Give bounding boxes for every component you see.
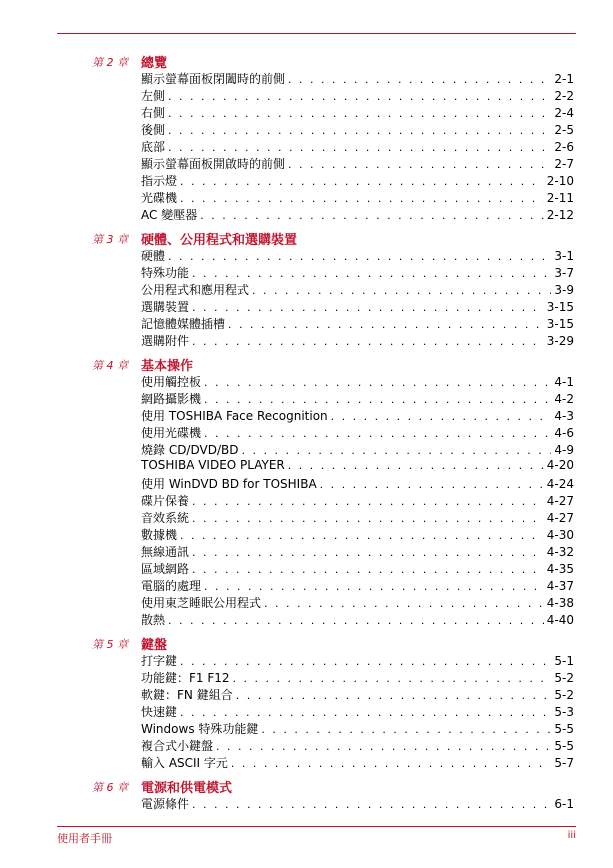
toc-entry-title: 後側 — [141, 123, 166, 137]
toc-entry[interactable] — [141, 686, 574, 703]
chapter-number: 第 5 章 — [92, 638, 128, 651]
toc-entry-page: 4-38 — [546, 596, 574, 610]
dot-leader — [192, 335, 544, 348]
toc-entry-page: 4-9 — [554, 443, 574, 457]
toc-entry[interactable] — [141, 652, 574, 669]
toc-entry[interactable] — [141, 594, 574, 611]
toc-entry-title: Windows 特殊功能鍵 — [141, 722, 259, 736]
toc-entry-page: 4-32 — [546, 545, 574, 559]
toc-entry-page: 4-27 — [546, 494, 574, 508]
chapter-section — [0, 52, 613, 223]
toc-entry-title: 打字鍵 — [141, 654, 178, 668]
chapter-title: 電源和供電模式 — [141, 781, 233, 796]
toc-entry-title: 使用光碟機 — [141, 426, 202, 440]
chapter-heading — [0, 355, 613, 373]
toc-entry[interactable] — [141, 669, 574, 686]
toc-entry-page: 3-9 — [554, 283, 574, 297]
dot-leader — [192, 512, 544, 525]
toc-entry-title: 使用 TOSHIBA Face Recognition — [141, 409, 328, 423]
chapter-section — [0, 355, 613, 628]
toc-entry-title: 燒錄 CD/DVD/BD — [141, 443, 239, 457]
chapter-section — [0, 229, 613, 349]
toc-entry-page: 4-30 — [546, 528, 574, 542]
dot-leader — [252, 284, 551, 297]
dot-leader — [192, 267, 551, 280]
toc-entry-page: 5-5 — [554, 739, 574, 753]
toc-entry-page: 5-1 — [554, 654, 574, 668]
toc-entry[interactable] — [141, 754, 574, 771]
dot-leader — [168, 107, 551, 120]
toc-entry-page: 5-7 — [554, 756, 574, 770]
header-rule — [57, 33, 576, 34]
toc-entry-title: 選購附件 — [141, 334, 190, 348]
toc-entry[interactable] — [141, 703, 574, 720]
chapter-heading — [0, 52, 613, 70]
toc-entry-title: 數據機 — [141, 528, 178, 542]
toc-entry-title: 硬體 — [141, 249, 166, 263]
toc-entry-title: 區域網路 — [141, 562, 190, 576]
toc-entry-title: 網路攝影機 — [141, 392, 202, 406]
toc-entry-title: AC 變壓器 — [141, 208, 198, 222]
toc-entry-title: 使用 WinDVD BD for TOSHIBA — [141, 477, 317, 491]
dot-leader — [228, 318, 544, 331]
toc-entry-title: 使用東芝睡眠公用程式 — [141, 596, 262, 610]
toc-entry[interactable] — [141, 247, 574, 264]
dot-leader — [231, 757, 551, 770]
toc-entry-page: 4-2 — [554, 392, 574, 406]
toc-entry-page: 3-1 — [554, 249, 574, 263]
toc-entry-page: 4-37 — [546, 579, 574, 593]
toc-entry-page: 2-10 — [546, 174, 574, 188]
dot-leader — [180, 192, 544, 205]
dot-leader — [320, 478, 544, 491]
toc-entry-page: 4-24 — [546, 477, 574, 491]
dot-leader — [261, 723, 551, 736]
chapter-section — [0, 777, 613, 812]
toc-entry-page: 4-40 — [546, 613, 574, 627]
toc-entry[interactable] — [141, 577, 574, 594]
toc-entry[interactable] — [141, 70, 574, 87]
toc-entry[interactable] — [141, 281, 574, 298]
dot-leader — [180, 706, 551, 719]
chapter-title: 硬體、公用程式和選購裝置 — [141, 233, 298, 248]
toc-entry[interactable] — [141, 492, 574, 509]
chapter-number: 第 6 章 — [92, 781, 128, 794]
toc-entry-title: 選購裝置 — [141, 300, 190, 314]
toc-entry-page: 2-2 — [554, 89, 574, 103]
dot-leader — [180, 175, 544, 188]
footer-rule — [57, 826, 576, 827]
toc-entry-title: 電源條件 — [141, 797, 190, 811]
toc-entry-title: 音效系統 — [141, 511, 190, 525]
dot-leader — [241, 444, 551, 457]
toc-entry-title: 記憶體媒體插槽 — [141, 317, 226, 331]
dot-leader — [180, 529, 544, 542]
dot-leader — [192, 301, 544, 314]
toc-entry[interactable] — [141, 298, 574, 315]
dot-leader — [204, 376, 551, 389]
toc-entry[interactable] — [141, 407, 574, 424]
footer-page-number: iii — [567, 830, 576, 841]
toc-entry[interactable] — [141, 441, 574, 458]
dot-leader — [288, 459, 544, 472]
toc-entry-title: 碟片保養 — [141, 494, 190, 508]
toc-entry-title: 輸入 ASCII 字元 — [141, 756, 228, 770]
toc-entry-page: 3-7 — [554, 266, 574, 280]
dot-leader — [168, 90, 551, 103]
chapter-section — [0, 634, 613, 771]
chapter-heading — [0, 229, 613, 247]
chapter-number: 第 2 章 — [92, 56, 128, 69]
toc-entry[interactable] — [141, 87, 574, 104]
toc-entry-title: 軟鍵：FN 鍵組合 — [141, 688, 233, 702]
toc-entry-title: 顯示螢幕面板開啟時的前側 — [141, 157, 286, 171]
chapter-number: 第 4 章 — [92, 359, 128, 372]
toc-entry[interactable] — [141, 720, 574, 737]
dot-leader — [180, 655, 551, 668]
dot-leader — [168, 250, 551, 263]
dot-leader — [264, 597, 544, 610]
dot-leader — [288, 158, 551, 171]
toc-entry-title: 光碟機 — [141, 191, 178, 205]
toc-entry-page: 2-6 — [554, 140, 574, 154]
dot-leader — [192, 563, 544, 576]
chapter-heading — [0, 777, 613, 795]
toc-entry-page: 2-1 — [554, 72, 574, 86]
toc-entry[interactable] — [141, 138, 574, 155]
toc-entry-page: 4-35 — [546, 562, 574, 576]
toc-entry-page: 2-11 — [546, 191, 574, 205]
toc-entry[interactable] — [141, 104, 574, 121]
toc-entry-page: 5-5 — [554, 722, 574, 736]
toc-entry-title: 左側 — [141, 89, 166, 103]
toc-entry[interactable] — [141, 264, 574, 281]
toc-entry[interactable] — [141, 509, 574, 526]
toc-entry-title: 底部 — [141, 140, 166, 154]
toc-entry-title: TOSHIBA VIDEO PLAYER — [141, 458, 285, 472]
toc-entry[interactable] — [141, 315, 574, 332]
dot-leader — [168, 124, 551, 137]
toc-entry[interactable] — [141, 543, 574, 560]
toc-entry-page: 4-1 — [554, 375, 574, 389]
dot-leader — [204, 580, 544, 593]
toc-entry-page: 5-2 — [554, 671, 574, 685]
toc-entry-page: 3-15 — [546, 300, 574, 314]
dot-leader — [200, 209, 544, 222]
dot-leader — [168, 614, 544, 627]
toc-entry-title: 顯示螢幕面板閉闔時的前側 — [141, 72, 286, 86]
dot-leader — [192, 546, 544, 559]
chapter-title: 總覽 — [141, 56, 168, 71]
dot-leader — [192, 495, 544, 508]
toc-entry-title: 功能鍵：F1 F12 — [141, 671, 230, 685]
toc-entry[interactable] — [141, 560, 574, 577]
toc-entry-page: 5-3 — [554, 705, 574, 719]
toc-entry[interactable] — [141, 172, 574, 189]
toc-entry[interactable] — [141, 189, 574, 206]
toc-entry[interactable] — [141, 458, 574, 475]
toc-entry-title: 使用觸控板 — [141, 375, 202, 389]
toc-entry-page: 3-29 — [546, 334, 574, 348]
dot-leader — [168, 141, 551, 154]
dot-leader — [216, 740, 551, 753]
dot-leader — [236, 689, 552, 702]
toc-entry-page: 2-12 — [546, 208, 574, 222]
toc-entry-title: 指示燈 — [141, 174, 178, 188]
toc-entry[interactable] — [141, 611, 574, 628]
dot-leader — [204, 427, 551, 440]
footer-manual-title: 使用者手冊 — [57, 832, 112, 845]
toc-entry-page: 5-2 — [554, 688, 574, 702]
toc-entry[interactable] — [141, 795, 574, 812]
chapter-number: 第 3 章 — [92, 233, 128, 246]
chapter-title: 基本操作 — [141, 359, 194, 374]
toc-entry-page: 2-4 — [554, 106, 574, 120]
toc-entry-title: 特殊功能 — [141, 266, 190, 280]
toc-entry-title: 公用程式和應用程式 — [141, 283, 250, 297]
toc-entry-title: 散熱 — [141, 613, 166, 627]
toc-entry-title: 快速鍵 — [141, 705, 178, 719]
toc-entry[interactable] — [141, 206, 574, 223]
chapter-heading — [0, 634, 613, 652]
dot-leader — [233, 672, 552, 685]
toc-entry[interactable] — [141, 373, 574, 390]
toc-entry[interactable] — [141, 475, 574, 492]
toc-entry-page: 4-27 — [546, 511, 574, 525]
toc-entry-title: 電腦的處理 — [141, 579, 202, 593]
toc-entry-page: 4-20 — [546, 458, 574, 472]
toc-entry[interactable] — [141, 424, 574, 441]
toc-entry-title: 無線通訊 — [141, 545, 190, 559]
dot-leader — [288, 73, 551, 86]
dot-leader — [331, 410, 552, 423]
toc-entry-page: 6-1 — [554, 797, 574, 811]
toc-entry-page: 2-7 — [554, 157, 574, 171]
toc-entry[interactable] — [141, 737, 574, 754]
toc-entry[interactable] — [141, 390, 574, 407]
toc-entry[interactable] — [141, 155, 574, 172]
toc-entry[interactable] — [141, 526, 574, 543]
toc-entry-page: 2-5 — [554, 123, 574, 137]
toc-entry-page: 3-15 — [546, 317, 574, 331]
toc-entry-page: 4-3 — [554, 409, 574, 423]
toc-entry-page: 4-6 — [554, 426, 574, 440]
toc-entry-title: 右側 — [141, 106, 166, 120]
table-of-contents — [0, 52, 613, 812]
toc-entry-title: 複合式小鍵盤 — [141, 739, 214, 753]
toc-entry[interactable] — [141, 121, 574, 138]
dot-leader — [204, 393, 551, 406]
toc-entry[interactable] — [141, 332, 574, 349]
dot-leader — [192, 798, 551, 811]
chapter-title: 鍵盤 — [141, 638, 168, 653]
